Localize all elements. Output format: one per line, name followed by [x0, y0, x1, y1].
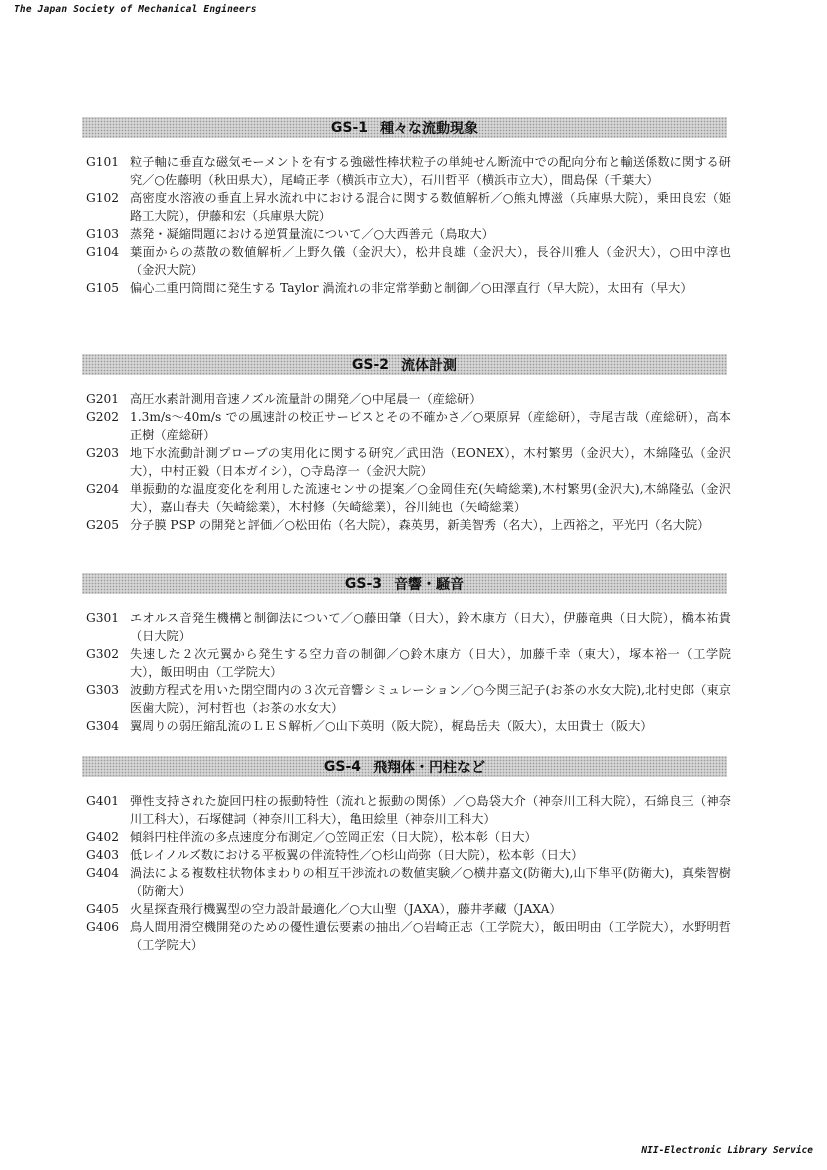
program-entry	[86, 645, 731, 681]
entry-text: 1.3m/s～40m/s での風速計の校正サービスとその不確かさ／○栗原昇（産総研），寺尾吉哉（産総研），高本正樹（産総研）	[130, 410, 731, 442]
entry-id: G204	[86, 482, 119, 496]
entry-text: 地下水流動計測プローブの実用化に関する研究／武田浩（EONEX），木村繁男（金沢大），木綿隆弘（金沢大），中村正毅（日本ガイシ），○寺島淳一（金沢大院）	[130, 446, 731, 478]
entry-text: エオルス音発生機構と制御法について／○藤田肇（日大），鈴木康方（日大），伊藤竜典（日大院），橋本祐貴（日大院）	[130, 611, 731, 643]
program-entry	[86, 681, 731, 717]
entry-text: 失速した２次元翼から発生する空力音の制御／○鈴木康方（日大），加藤千幸（東大），塚本裕一（工学院大），飯田明由（工学院大）	[130, 647, 731, 679]
entry-text: 渦法による複数柱状物体まわりの相互干渉流れの数値実験／○横井嘉文(防衛大),山下隼平(防衛大)，真柴智樹（防衛大）	[130, 866, 731, 898]
entry-id: G101	[86, 155, 119, 169]
section-title: 流体計測	[401, 357, 458, 374]
entry-text: 単振動的な温度変化を利用した流速センサの提案／○金岡佳充(矢崎総業),木村繁男(金沢大),木綿隆弘（金沢大），嘉山春夫（矢崎総業），木村修（矢崎総業），谷川純也（矢崎総業）	[130, 482, 731, 514]
section-title-bar	[82, 756, 727, 777]
entry-text: 波動方程式を用いた閉空間内の３次元音響シミュレーション／○今関三記子(お茶の水女大院),北村史郎（東京医歯大院），河村哲也（お茶の水女大）	[130, 683, 731, 715]
section-title: 種々な流動現象	[380, 120, 479, 137]
program-entry	[86, 279, 731, 297]
program-entry	[86, 480, 731, 516]
entry-id: G205	[86, 518, 119, 532]
section-title-bar	[82, 573, 727, 594]
entry-text: 鳥人間用滑空機開発のための優性遺伝要素の抽出／○岩崎正志（工学院大），飯田明由（工学院大），水野明哲（工学院大）	[130, 920, 731, 952]
entry-text: 翼周りの弱圧縮乱流のＬＥＳ解析／○山下英明（阪大院），梶島岳夫（阪大），太田貴士（阪大）	[130, 719, 653, 733]
section-title: 飛翔体・円柱など	[373, 759, 486, 776]
section-gs2	[86, 354, 731, 534]
entry-text: 偏心二重円筒間に発生する Taylor 渦流れの非定常挙動と制御／○田澤直行（早大院），太田有（早大）	[130, 281, 693, 295]
section-gs3	[86, 573, 731, 735]
program-entry	[86, 516, 731, 534]
entry-text: 粒子軸に垂直な磁気モーメントを有する強磁性棒状粒子の単純せん断流中での配向分布と輸送係数に関する研究／○佐藤明（秋田県大），尾崎正孝（横浜市立大），石川哲平（横浜市立大），間島保（千葉大）	[130, 155, 731, 187]
society-header: The Japan Society of Mechanical Engineers	[14, 4, 257, 15]
program-entry	[86, 243, 731, 279]
entry-id: G102	[86, 191, 119, 205]
section-gs4	[86, 756, 731, 954]
entry-id: G404	[86, 866, 119, 880]
program-entry	[86, 609, 731, 645]
program-entry	[86, 846, 731, 864]
section-code: GS-3	[344, 575, 383, 592]
entry-text: 傾斜円柱伴流の多点速度分布測定／○笠岡正宏（日大院），松本彰（日大）	[130, 830, 537, 844]
program-entry	[86, 918, 731, 954]
entry-id: G301	[86, 611, 119, 625]
program-entry	[86, 900, 731, 918]
section-title-bar	[82, 354, 727, 375]
entry-id: G104	[86, 245, 119, 259]
entry-id: G401	[86, 794, 119, 808]
program-entry	[86, 225, 731, 243]
entry-id: G304	[86, 719, 119, 733]
entry-id: G403	[86, 848, 119, 862]
program-entry	[86, 390, 731, 408]
section-gs1	[86, 117, 731, 297]
entry-id: G405	[86, 902, 119, 916]
section-title-bar	[82, 117, 727, 138]
entry-text: 低レイノルズ数における平板翼の伴流特性／○杉山尚弥（日大院），松本彰（日大）	[130, 848, 584, 862]
entry-id: G302	[86, 647, 119, 661]
library-footer: NII-Electronic Library Service	[641, 1145, 813, 1156]
entry-text: 弾性支持された旋回円柱の振動特性（流れと振動の関係）／○島袋大介（神奈川工科大院），石綿良三（神奈川工科大），石塚健詞（神奈川工科大），亀田絵里（神奈川工科大）	[130, 794, 731, 826]
entry-id: G406	[86, 920, 119, 934]
program-entry	[86, 828, 731, 846]
entry-id: G402	[86, 830, 119, 844]
entry-text: 火星探査飛行機翼型の空力設計最適化／○大山聖（JAXA），藤井孝藏（JAXA）	[130, 902, 562, 916]
section-code: GS-1	[330, 119, 369, 136]
entry-id: G103	[86, 227, 119, 241]
section-code: GS-2	[351, 356, 390, 373]
entry-id: G105	[86, 281, 119, 295]
program-entry	[86, 153, 731, 189]
section-code: GS-4	[323, 758, 362, 775]
program-entry	[86, 864, 731, 900]
section-title: 音響・騒音	[394, 576, 465, 593]
program-entry	[86, 717, 731, 735]
entry-text: 蒸発・凝縮問題における逆質量流について／○大西善元（鳥取大）	[130, 227, 494, 241]
program-entry	[86, 189, 731, 225]
entry-text: 葉面からの蒸散の数値解析／上野久儀（金沢大），松井良雄（金沢大），長谷川雅人（金沢大），○田中淳也（金沢大院）	[130, 245, 731, 277]
entry-id: G303	[86, 683, 119, 697]
program-entry	[86, 408, 731, 444]
entry-id: G202	[86, 410, 119, 424]
entry-text: 分子膜 PSP の開発と評価／○松田佑（名大院），森英男，新美智秀（名大），上西裕之，平光円（名大院）	[130, 518, 710, 532]
program-entry	[86, 444, 731, 480]
program-entry	[86, 792, 731, 828]
entry-id: G203	[86, 446, 119, 460]
entry-text: 高密度水溶液の垂直上昇水流れ中における混合に関する数値解析／○熊丸博滋（兵庫県大院），乗田良宏（姫路工大院），伊藤和宏（兵庫県大院）	[130, 191, 731, 223]
entry-id: G201	[86, 392, 119, 406]
entry-text: 高圧水素計測用音速ノズル流量計の開発／○中尾晨一（産総研）	[130, 392, 482, 406]
